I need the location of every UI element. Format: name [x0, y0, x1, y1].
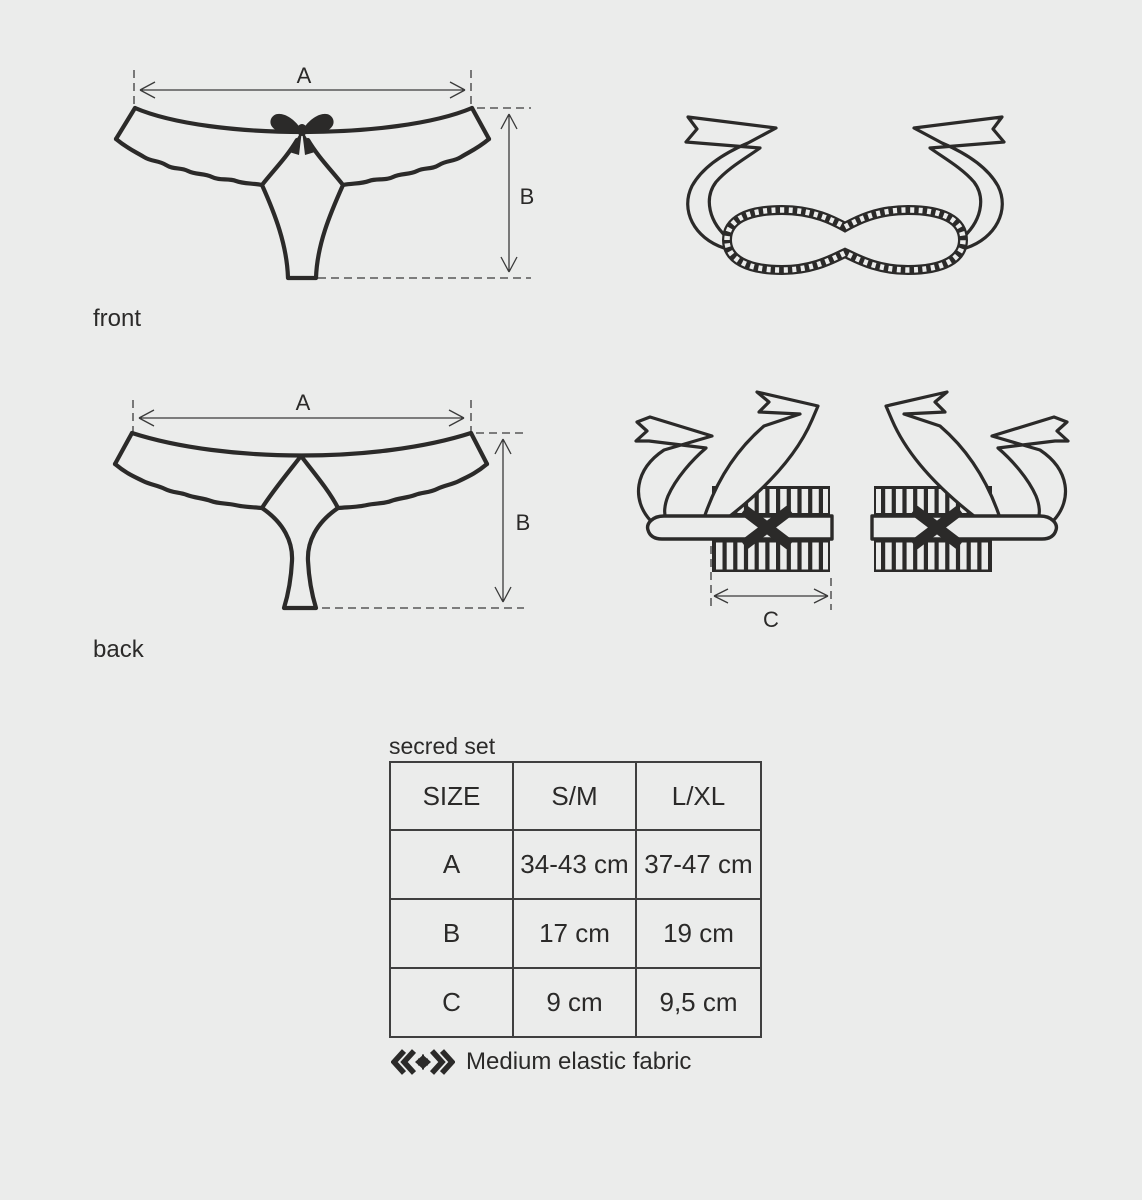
- cell-b-sm: 17 cm: [513, 899, 636, 968]
- lace-edge-left: [115, 464, 262, 508]
- column-header-sm: S/M: [513, 762, 636, 830]
- ribbon-flag-up-left: [636, 417, 712, 520]
- lace-edge-left: [116, 139, 262, 185]
- cell-c-lxl: 9,5 cm: [636, 968, 761, 1037]
- waistband-edge: [132, 433, 471, 456]
- row-label-c: C: [390, 968, 513, 1037]
- dim-c-label: C: [763, 607, 779, 632]
- cell-b-lxl: 19 cm: [636, 899, 761, 968]
- back-caption: back: [93, 636, 144, 663]
- right-cuff: [872, 392, 1068, 572]
- row-label-b: B: [390, 899, 513, 968]
- table-row-c: [390, 968, 761, 1037]
- eye-mask-figure: [686, 117, 1004, 270]
- dimension-b-back: [322, 433, 530, 608]
- dimension-b-front: [318, 108, 534, 278]
- table-row-b: [390, 899, 761, 968]
- cell-c-sm: 9 cm: [513, 968, 636, 1037]
- column-header-size: SIZE: [390, 762, 513, 830]
- mask-body: [727, 210, 963, 270]
- table-row-a: [390, 830, 761, 899]
- back-panties-figure: [93, 390, 530, 663]
- cell-a-sm: 34-43 cm: [513, 830, 636, 899]
- lace-edge-right: [338, 464, 487, 508]
- dim-a-label-back: A: [295, 390, 311, 415]
- fabric-note: [391, 1048, 691, 1076]
- handcuffs-figure: [636, 392, 1068, 632]
- fabric-note-text: Medium elastic fabric: [466, 1048, 692, 1075]
- cell-a-lxl: 37-47 cm: [636, 830, 761, 899]
- elastic-double-arrow-icon: [391, 1049, 455, 1075]
- back-triangle-seams: [262, 456, 338, 508]
- front-panel-seams: [262, 140, 343, 185]
- front-caption: front: [93, 305, 142, 332]
- gusset-edges: [262, 185, 343, 278]
- column-header-lxl: L/XL: [636, 762, 761, 830]
- table-header-row: [390, 762, 761, 830]
- dimension-a-back: [133, 390, 471, 437]
- left-cuff: [636, 392, 832, 572]
- thong-strip: [262, 508, 338, 608]
- dim-b-label-front: B: [519, 184, 535, 209]
- lace-edge-right: [343, 139, 489, 185]
- row-label-a: A: [390, 830, 513, 899]
- dimension-a-front: [134, 63, 471, 110]
- dim-b-label-back: B: [515, 510, 531, 535]
- bow-icon: [270, 114, 333, 155]
- dim-a-label-front: A: [296, 63, 312, 88]
- back-panties-drawing: [115, 433, 487, 608]
- size-table: [389, 761, 762, 1038]
- table-title: secred set: [389, 733, 496, 759]
- cuff-band: [648, 516, 832, 539]
- front-panties-drawing: [116, 108, 489, 278]
- front-panties-figure: [93, 63, 534, 332]
